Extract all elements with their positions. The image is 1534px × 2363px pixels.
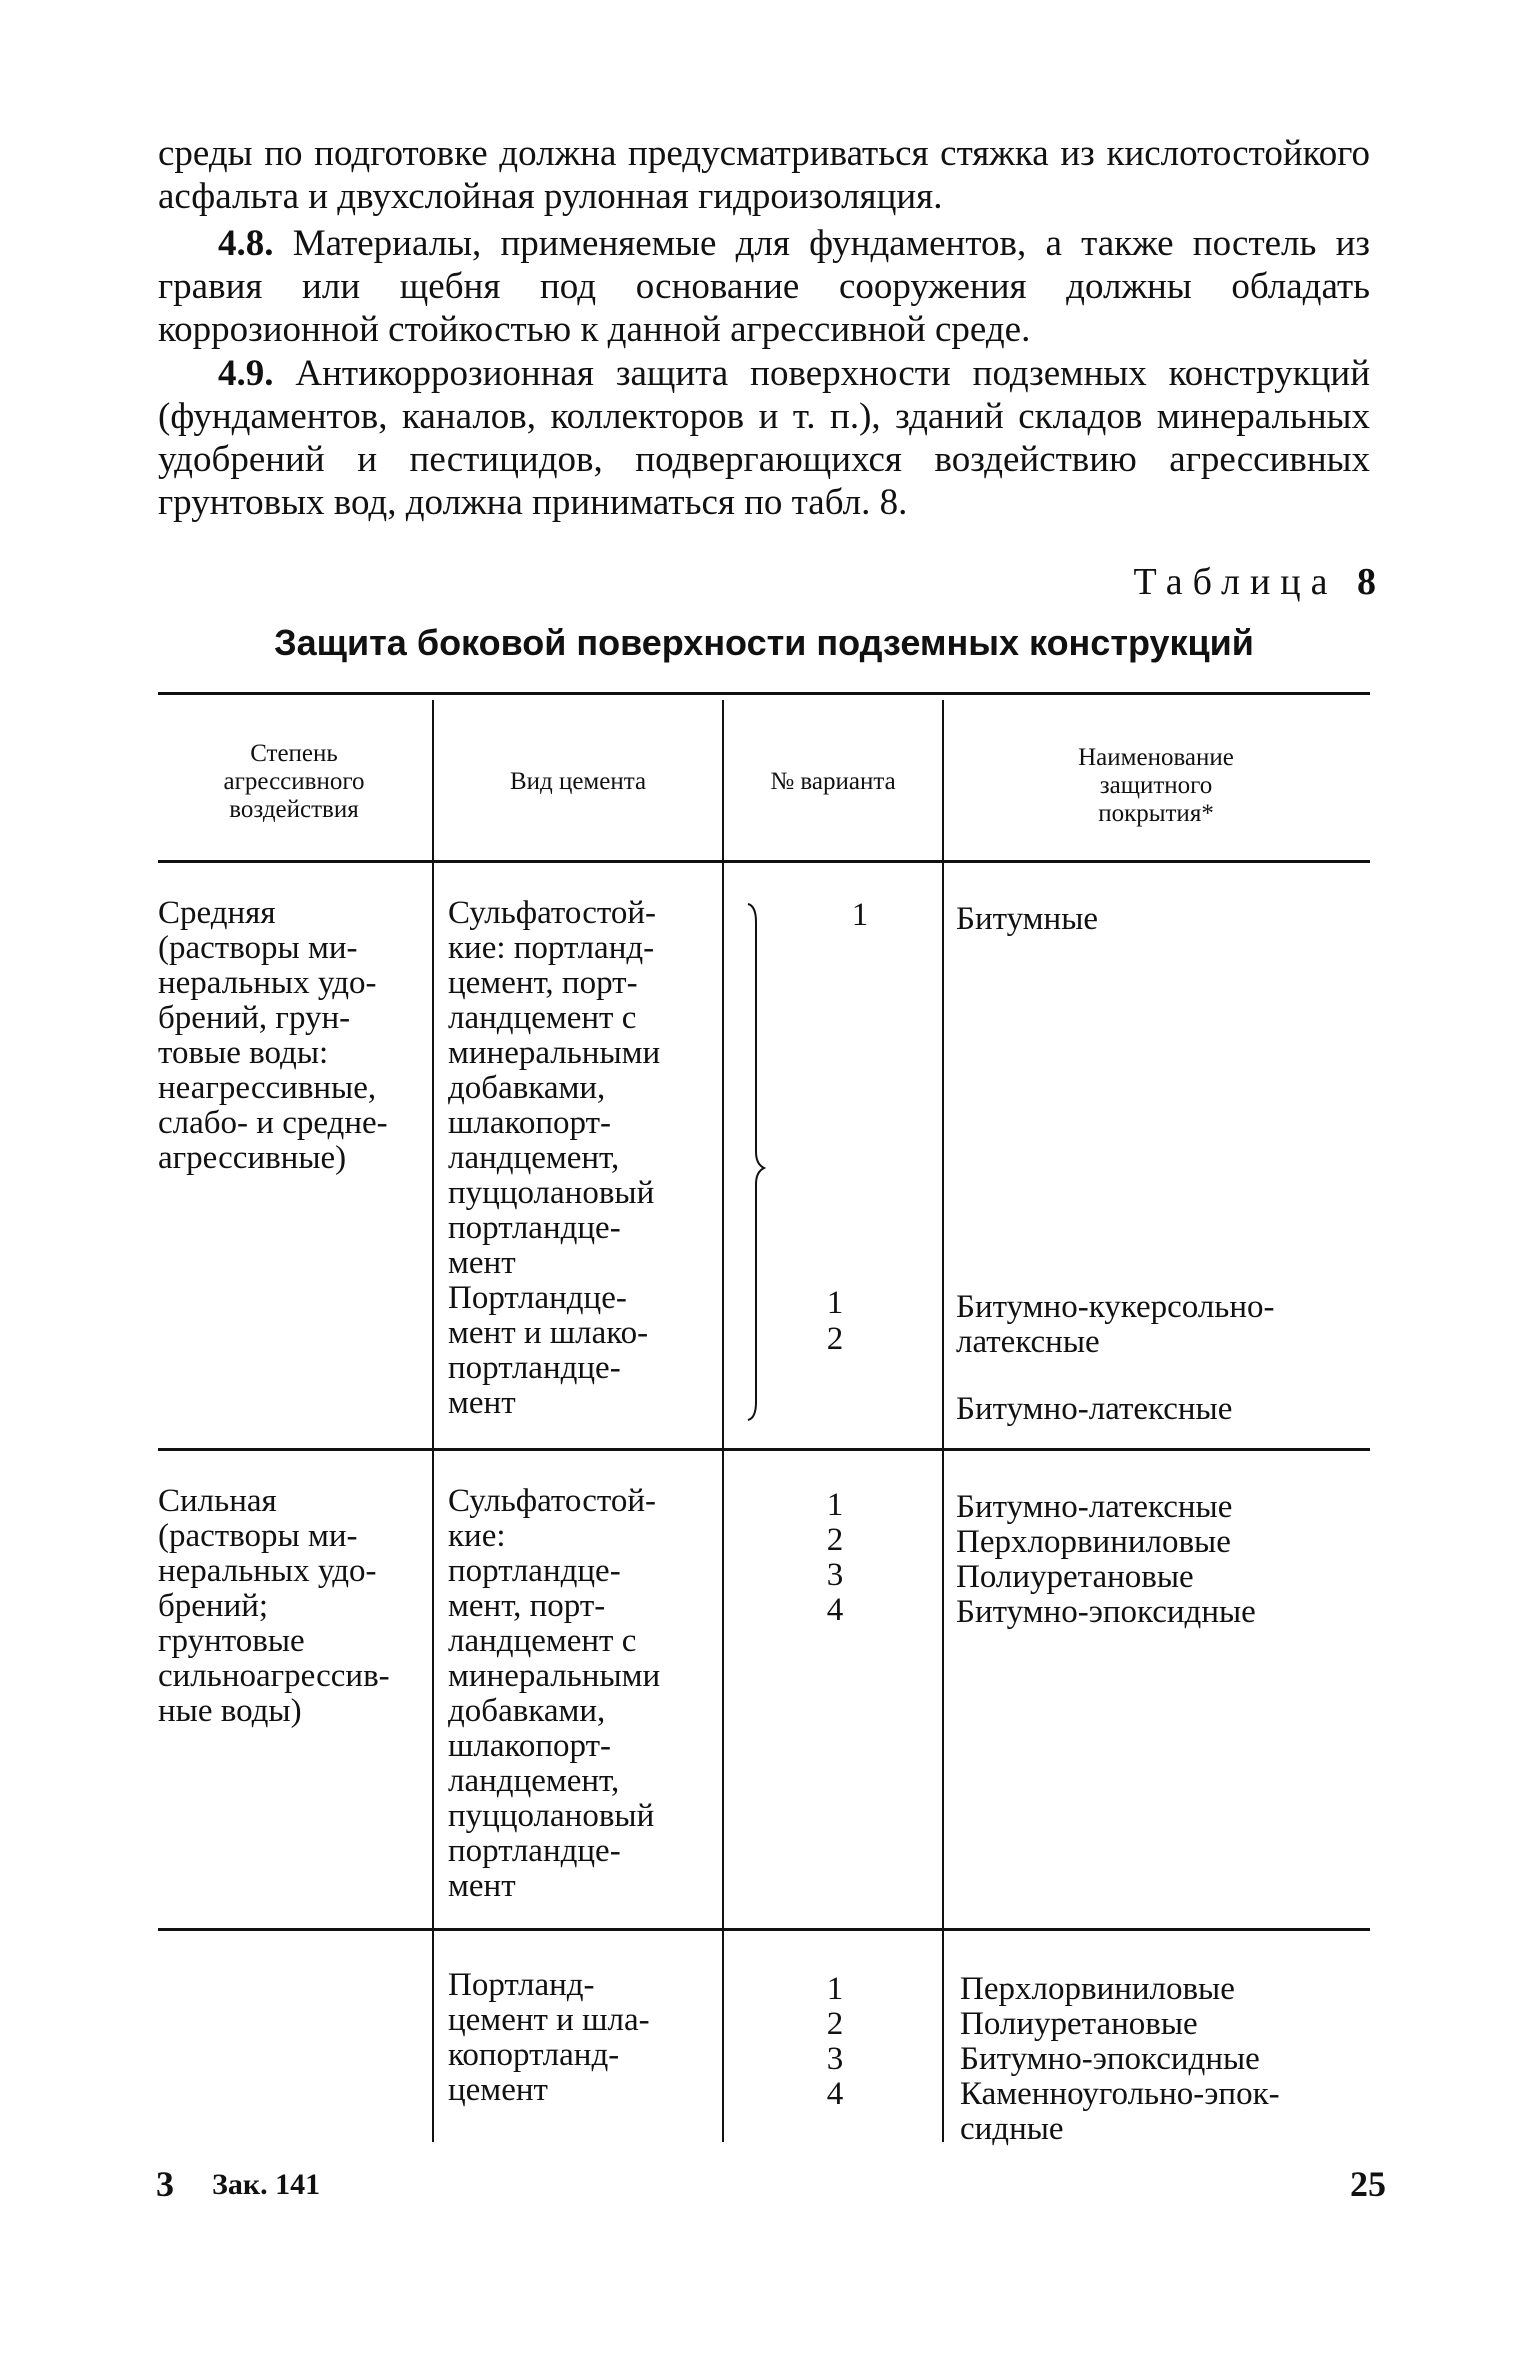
cell-line: минеральными bbox=[448, 1658, 661, 1694]
cell-line: мент bbox=[448, 1245, 516, 1281]
coating-name: Битумно-эпоксидные bbox=[956, 1594, 1256, 1630]
variant-number: 1 bbox=[826, 1487, 844, 1523]
brace-icon bbox=[744, 902, 768, 1422]
row1-cement-b bbox=[448, 1281, 718, 1421]
header-line: Наименование bbox=[1078, 744, 1234, 771]
column-divider bbox=[722, 700, 724, 2142]
table-top-rule bbox=[158, 692, 1370, 695]
row3-coatings bbox=[960, 1972, 1380, 2147]
column-divider bbox=[432, 700, 434, 2142]
coating-name: Битумно-латексные bbox=[956, 1489, 1233, 1525]
paragraph-4-8 bbox=[158, 222, 1370, 351]
cell-line: неральных удо- bbox=[158, 1553, 377, 1589]
header-cement: Вид цемента bbox=[509, 768, 647, 795]
row1-degree bbox=[158, 896, 428, 1176]
cell-line: латексные bbox=[956, 1324, 1100, 1360]
row2-degree bbox=[158, 1484, 428, 1729]
coating-name: Перхлорвиниловые bbox=[960, 1971, 1235, 2007]
header-degree bbox=[160, 740, 428, 824]
paragraph-4-9 bbox=[158, 352, 1370, 524]
variant-number: 4 bbox=[826, 1592, 844, 1628]
cell-line: портландце- bbox=[448, 1553, 621, 1589]
cell-line: ландцемент с bbox=[448, 1000, 637, 1036]
table-header-rule bbox=[158, 860, 1370, 863]
cell-line: добавками, bbox=[448, 1693, 606, 1729]
header-line: покрытия* bbox=[1098, 800, 1214, 827]
row1-cement-a bbox=[448, 896, 718, 1281]
header-line: агрессивного bbox=[223, 768, 365, 795]
paragraph-text: Антикоррозионная защита поверхности подземных конструкций (фундаментов, каналов, коллекторов и т. п.), зданий складов минеральных удобрений и пестицидов, подвергающихся воздействию агрессивных грунтовых вод, должна приниматься по табл. 8. bbox=[158, 353, 1370, 523]
cell-line: Сульфатостой- bbox=[448, 1483, 657, 1519]
row3-variants bbox=[800, 1972, 870, 2112]
coating-name: Битумно-эпоксидные bbox=[960, 2041, 1260, 2077]
cell-line: мент bbox=[448, 1868, 516, 1904]
cell-line: неагрессивные, bbox=[158, 1070, 377, 1106]
row1-coating-b1 bbox=[956, 1290, 1376, 1360]
footer-order: Зак. 141 bbox=[212, 2168, 321, 2201]
cell-line: копортланд- bbox=[448, 2037, 620, 2073]
cell-line: цемент bbox=[448, 2072, 548, 2108]
variant-number: 2 bbox=[826, 1522, 844, 1558]
cell-line: мент bbox=[448, 1385, 516, 1421]
cell-line: товые воды: bbox=[158, 1035, 329, 1071]
cell-line: пуццолановый bbox=[448, 1175, 655, 1211]
row2-variants bbox=[800, 1488, 870, 1628]
coating-name: Каменноугольно-эпок- bbox=[960, 2076, 1280, 2112]
cell-line: портландце- bbox=[448, 1833, 621, 1869]
header-variant: № варианта bbox=[770, 768, 896, 795]
coating-name: Полиуретановые bbox=[956, 1559, 1194, 1595]
coating-name: Перхлорвиниловые bbox=[956, 1524, 1231, 1560]
paragraph-number: 4.8. bbox=[218, 223, 274, 264]
cell-line: сильноагрессив- bbox=[158, 1658, 390, 1694]
paragraph-text: Материалы, применяемые для фундаментов, а также постель из гравия или щебня под основание сооружения должны обладать коррозионной стойкостью к данной агрессивной среде. bbox=[158, 223, 1370, 350]
table-row-rule bbox=[158, 1448, 1370, 1451]
cell-line: ландцемент, bbox=[448, 1763, 620, 1799]
table-label bbox=[1133, 560, 1376, 604]
cell-line: Битумно-кукерсольно- bbox=[956, 1289, 1275, 1325]
variant-number: 3 bbox=[826, 2041, 844, 2077]
row1-variant-a: 1 bbox=[851, 897, 869, 933]
paragraph-text: среды по подготовке должна предусматриваться стяжка из кислотостойкого асфальта и двухслойная рулонная гидроизоляция. bbox=[158, 133, 1370, 217]
row1-variant-b1: 1 bbox=[826, 1285, 844, 1321]
cell-line: добавками, bbox=[448, 1070, 606, 1106]
cell-line: агрессивные) bbox=[158, 1140, 347, 1176]
row1-coating-a: Битумные bbox=[956, 901, 1099, 937]
variant-number: 1 bbox=[826, 1971, 844, 2007]
coating-name: сидные bbox=[960, 2111, 1064, 2147]
page-number: 25 bbox=[1350, 2164, 1386, 2204]
paragraph-number: 4.9. bbox=[218, 353, 274, 394]
cell-line: брений; bbox=[158, 1588, 269, 1624]
table-row-rule bbox=[158, 1928, 1370, 1931]
table-label-word: Таблица bbox=[1133, 561, 1338, 603]
cell-line: ные воды) bbox=[158, 1693, 302, 1729]
cell-line: кие: портланд- bbox=[448, 930, 655, 966]
header-coating bbox=[946, 744, 1366, 828]
cell-line: Сильная bbox=[158, 1483, 277, 1519]
cell-line: Портланд- bbox=[448, 1967, 595, 2003]
header-line: воздействия bbox=[229, 796, 359, 823]
cell-line: (растворы ми- bbox=[158, 1518, 358, 1554]
cell-line: мент и шлако- bbox=[448, 1315, 649, 1351]
coating-name: Полиуретановые bbox=[960, 2006, 1198, 2042]
cell-line: портландце- bbox=[448, 1350, 621, 1386]
cell-line: ландцемент с bbox=[448, 1623, 637, 1659]
cell-line: ландцемент, bbox=[448, 1140, 620, 1176]
cell-line: портландце- bbox=[448, 1210, 621, 1246]
row2-cement bbox=[448, 1484, 718, 1904]
table-label-number: 8 bbox=[1357, 561, 1376, 603]
cell-line: брений, грун- bbox=[158, 1000, 351, 1036]
cell-line: мент, порт- bbox=[448, 1588, 606, 1624]
column-divider bbox=[942, 700, 944, 2142]
cell-line: пуццолановый bbox=[448, 1798, 655, 1834]
cell-line: шлакопорт- bbox=[448, 1105, 612, 1141]
cell-line: Портландце- bbox=[448, 1280, 627, 1316]
header-line: защитного bbox=[1099, 772, 1213, 799]
cell-line: Сульфатостой- bbox=[448, 895, 657, 931]
cell-line: кие: bbox=[448, 1518, 506, 1554]
row2-coatings bbox=[956, 1490, 1376, 1630]
cell-line: грунтовые bbox=[158, 1623, 305, 1659]
cell-line: слабо- и средне- bbox=[158, 1105, 388, 1141]
variant-number: 2 bbox=[826, 2006, 844, 2042]
header-line: Степень bbox=[250, 740, 338, 767]
variant-number: 3 bbox=[826, 1557, 844, 1593]
cell-line: цемент, порт- bbox=[448, 965, 638, 1001]
cell-line: неральных удо- bbox=[158, 965, 377, 1001]
cell-line: цемент и шла- bbox=[448, 2002, 650, 2038]
variant-number: 4 bbox=[826, 2076, 844, 2112]
row1-coating-b2: Битумно-латексные bbox=[956, 1391, 1233, 1427]
cell-line: Средняя bbox=[158, 895, 276, 931]
paragraph-continuation bbox=[158, 132, 1370, 218]
table-title: Защита боковой поверхности подземных конструкций bbox=[274, 622, 1254, 663]
cell-line: шлакопорт- bbox=[448, 1728, 612, 1764]
cell-line: (растворы ми- bbox=[158, 930, 358, 966]
row1-variant-b2: 2 bbox=[826, 1321, 844, 1357]
row3-cement bbox=[448, 1968, 718, 2108]
cell-line: минеральными bbox=[448, 1035, 661, 1071]
footer-sheet-number: 3 bbox=[156, 2164, 174, 2204]
